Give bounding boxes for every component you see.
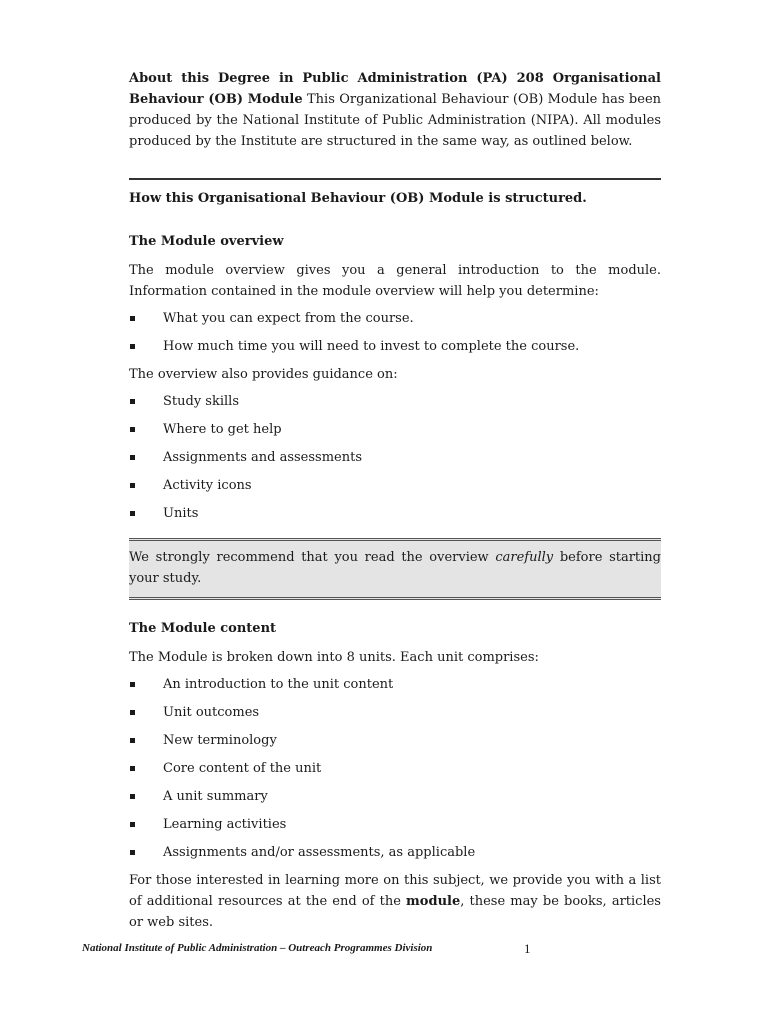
- list-item: An introduction to the unit content: [129, 674, 661, 695]
- list-item: Unit outcomes: [129, 702, 661, 723]
- list-item: Learning activities: [129, 814, 661, 835]
- callout-after: before starting your study.: [129, 550, 661, 586]
- content-list: [129, 674, 661, 863]
- list-item: Assignments and assessments: [129, 447, 661, 468]
- section-divider: [129, 178, 661, 180]
- list-item: What you can expect from the course.: [129, 308, 661, 329]
- page-footer: National Institute of Public Administration – Outreach Programmes Division: [82, 942, 433, 954]
- callout-text: [129, 547, 661, 589]
- callout-emphasis: carefully: [495, 550, 554, 565]
- overview-heading: The Module overview: [129, 234, 284, 249]
- list-item: Study skills: [129, 391, 661, 412]
- list-item: Assignments and/or assessments, as applicable: [129, 842, 661, 863]
- content-intro: The Module is broken down into 8 units. Each unit comprises:: [129, 650, 539, 665]
- recommendation-callout: [129, 538, 661, 600]
- structure-heading: How this Organisational Behaviour (OB) Module is structured.: [129, 191, 587, 206]
- list-item: Core content of the unit: [129, 758, 661, 779]
- guidance-list: [129, 391, 661, 524]
- page-number: 1: [524, 941, 531, 956]
- intro-paragraph: [129, 68, 661, 152]
- closing-after: , these may be books, articles or web sites.: [129, 894, 661, 930]
- intro-text: This Organizational Behaviour (OB) Module has been produced by the National Institute of Public Administration (NIPA). All modules produced by the Institute are structured in the same way, as outlined below.: [129, 92, 662, 149]
- list-item: A unit summary: [129, 786, 661, 807]
- list-item: Activity icons: [129, 475, 661, 496]
- overview-intro: The module overview gives you a general introduction to the module. Information contained in the module overview will help you determine:: [129, 263, 661, 299]
- list-item: Units: [129, 503, 661, 524]
- list-item: How much time you will need to invest to complete the course.: [129, 336, 661, 357]
- document-page: [129, 68, 661, 933]
- list-item: New terminology: [129, 730, 661, 751]
- guidance-intro: The overview also provides guidance on:: [129, 367, 398, 382]
- content-heading: The Module content: [129, 621, 277, 636]
- intro-bold-lead: About this Degree in Public Administration (PA) 208 Organisational Behaviour (OB) Module: [129, 71, 661, 107]
- overview-list: [129, 308, 661, 357]
- closing-paragraph: [129, 870, 661, 933]
- list-item: Where to get help: [129, 419, 661, 440]
- closing-bold: module: [406, 894, 461, 909]
- callout-before: We strongly recommend that you read the overview: [129, 550, 496, 565]
- closing-before: For those interested in learning more on this subject, we provide you with a list of additional resources at the end of the: [129, 873, 661, 909]
